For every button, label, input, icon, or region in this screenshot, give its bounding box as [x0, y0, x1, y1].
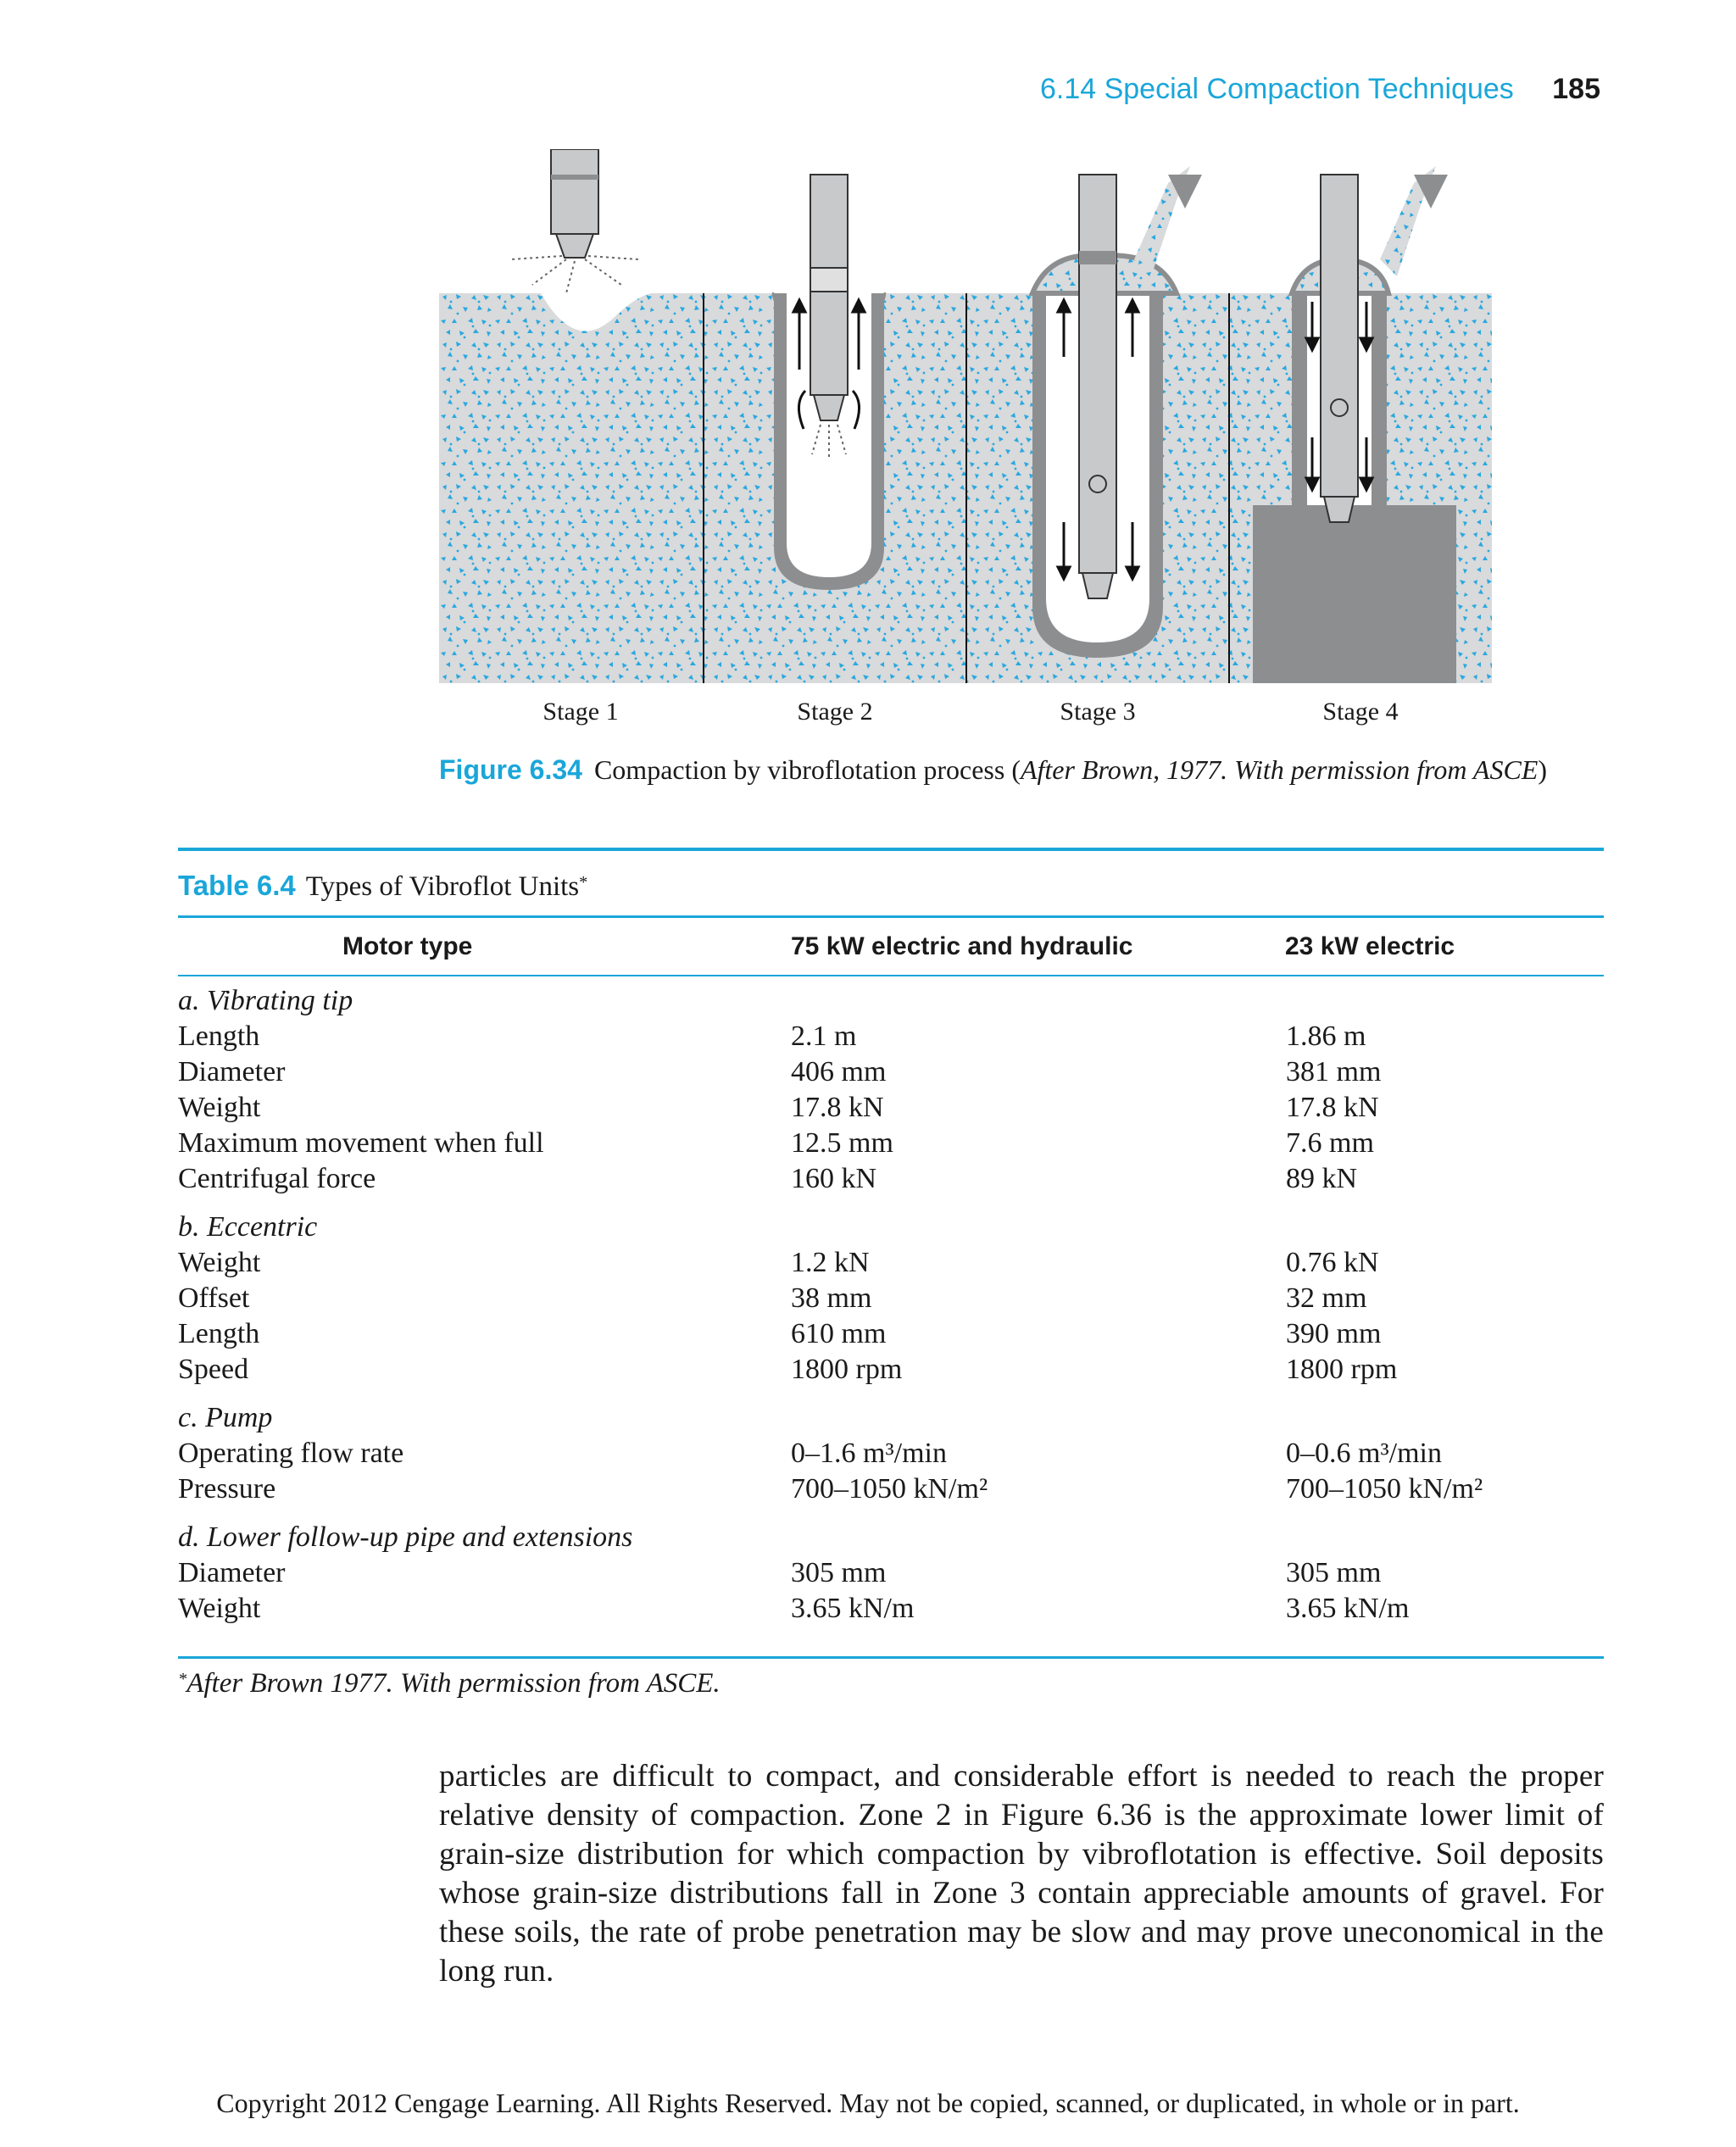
- stage-3-label: Stage 3: [1060, 698, 1136, 726]
- figure-caption: [439, 754, 1547, 786]
- table-cell: 0.76 kN: [1286, 1247, 1379, 1278]
- table-cell: 160 kN: [791, 1163, 877, 1194]
- table-cell: 381 mm: [1286, 1056, 1382, 1087]
- table-group-heading: a. Vibrating tip: [178, 985, 353, 1016]
- table-cell: 406 mm: [791, 1056, 887, 1087]
- table-cell: 390 mm: [1286, 1318, 1382, 1349]
- table-row: [178, 1019, 1604, 1054]
- table-caption: [178, 870, 587, 903]
- stage-4-label: Stage 4: [1322, 698, 1399, 726]
- table-group: [178, 1210, 1604, 1388]
- table-cell: 1.2 kN: [791, 1247, 870, 1278]
- stage-1-label: Stage 1: [542, 698, 619, 726]
- table-row: [178, 1054, 1604, 1090]
- table-row: [178, 1591, 1604, 1627]
- table-cell: Offset: [178, 1282, 250, 1314]
- table-row: [178, 1245, 1604, 1281]
- table-top-rule: [178, 848, 1604, 851]
- table-cell: 2.1 m: [791, 1021, 857, 1052]
- table-row: [178, 1471, 1604, 1507]
- table-row: [178, 1352, 1604, 1388]
- column-header-23kw: 23 kW electric: [1285, 932, 1455, 960]
- table-group-heading: c. Pump: [178, 1402, 273, 1433]
- table-title: Types of Vibroflot Units: [305, 871, 580, 902]
- stage-2-illustration: [772, 175, 887, 590]
- table-cell: Weight: [178, 1593, 261, 1624]
- table-group: [178, 983, 1604, 1197]
- table-title-mark: *: [579, 872, 588, 892]
- table-cell: Speed: [178, 1354, 249, 1385]
- table-footnote: [178, 1668, 721, 1699]
- footnote-mark: *: [178, 1669, 187, 1688]
- figure-caption-text: Compaction by vibroflotation process (: [593, 754, 1021, 785]
- table-body: [178, 983, 1604, 1639]
- table-cell: 305 mm: [791, 1557, 887, 1588]
- vibroflotation-figure: [439, 149, 1492, 692]
- page-number: 185: [1552, 73, 1600, 105]
- table-row: [178, 1161, 1604, 1197]
- table-cell: 700–1050 kN/m²: [791, 1473, 988, 1505]
- table-cell: 3.65 kN/m: [1286, 1593, 1410, 1624]
- table-cell: 0–1.6 m³/min: [791, 1438, 947, 1469]
- stage-2-label: Stage 2: [797, 698, 873, 726]
- table-bottom-rule: [178, 1656, 1604, 1659]
- table-cell: 1.86 m: [1286, 1021, 1366, 1052]
- table-cell: 17.8 kN: [1286, 1092, 1379, 1123]
- table-cell: 32 mm: [1286, 1282, 1367, 1314]
- table-cell: 3.65 kN/m: [791, 1593, 915, 1624]
- table-cell: 0–0.6 m³/min: [1286, 1438, 1442, 1469]
- table-cell: 89 kN: [1286, 1163, 1358, 1194]
- table-cell: 38 mm: [791, 1282, 872, 1314]
- table-header-rule-bottom: [178, 975, 1604, 976]
- table-header-rule-top: [178, 915, 1604, 918]
- body-paragraph: particles are difficult to compact, and considerable effort is needed to reach the proper relative density of compaction. Zone 2 in Figure 6.36 is the approximate lower limit of grain-size distribution for which compaction by vibroflotation is effective. Soil deposits whose grain-size distributions fall in Zone 3 contain appreciable amounts of gravel. For these soils, the rate of probe penetration may be slow and may prove uneconomical in the long run.: [439, 1759, 1604, 1988]
- table-cell: 610 mm: [791, 1318, 887, 1349]
- table-row: [178, 1281, 1604, 1316]
- table-cell: Length: [178, 1318, 260, 1349]
- table-cell: Operating flow rate: [178, 1438, 404, 1469]
- table-cell: 17.8 kN: [791, 1092, 884, 1123]
- section-title: 6.14 Special Compaction Techniques: [1039, 73, 1514, 105]
- table-cell: 1800 rpm: [1286, 1354, 1398, 1385]
- table-cell: Weight: [178, 1247, 261, 1278]
- table-group-heading: d. Lower follow-up pipe and extensions: [178, 1521, 633, 1553]
- table-group-heading: b. Eccentric: [178, 1211, 318, 1243]
- table-cell: Weight: [178, 1092, 261, 1123]
- table-group: [178, 1400, 1604, 1507]
- table-cell: 1800 rpm: [791, 1354, 903, 1385]
- figure-label: Figure 6.34: [439, 754, 582, 785]
- column-header-75kw: 75 kW electric and hydraulic: [791, 932, 1133, 960]
- column-header-motor-type: Motor type: [342, 932, 473, 960]
- running-head: [1040, 73, 1600, 106]
- table-cell: Diameter: [178, 1056, 286, 1087]
- figure-caption-credit: After Brown, 1977. With permission from ASCE: [1020, 754, 1538, 785]
- table-group: [178, 1520, 1604, 1627]
- footnote-text: After Brown 1977. With permission from ASCE.: [186, 1668, 721, 1699]
- table-row: [178, 1555, 1604, 1591]
- figure-caption-close: ): [1538, 754, 1548, 785]
- table-label: Table 6.4: [178, 870, 296, 901]
- compacted-column: [1253, 505, 1456, 683]
- table-row: [178, 1436, 1604, 1471]
- table-cell: 305 mm: [1286, 1557, 1382, 1588]
- table-cell: Maximum movement when full: [178, 1127, 544, 1159]
- table-cell: 7.6 mm: [1286, 1127, 1374, 1159]
- table-cell: 12.5 mm: [791, 1127, 893, 1159]
- table-row: [178, 1090, 1604, 1126]
- table-cell: Centrifugal force: [178, 1163, 376, 1194]
- table-cell: Length: [178, 1021, 260, 1052]
- table-row: [178, 1126, 1604, 1161]
- table-row: [178, 1316, 1604, 1352]
- copyright-notice: Copyright 2012 Cengage Learning. All Rights Reserved. May not be copied, scanned, or duplicated, in whole or in part.: [216, 2088, 1520, 2118]
- table-cell: Diameter: [178, 1557, 286, 1588]
- table-cell: Pressure: [178, 1473, 276, 1505]
- table-cell: 700–1050 kN/m²: [1286, 1473, 1483, 1505]
